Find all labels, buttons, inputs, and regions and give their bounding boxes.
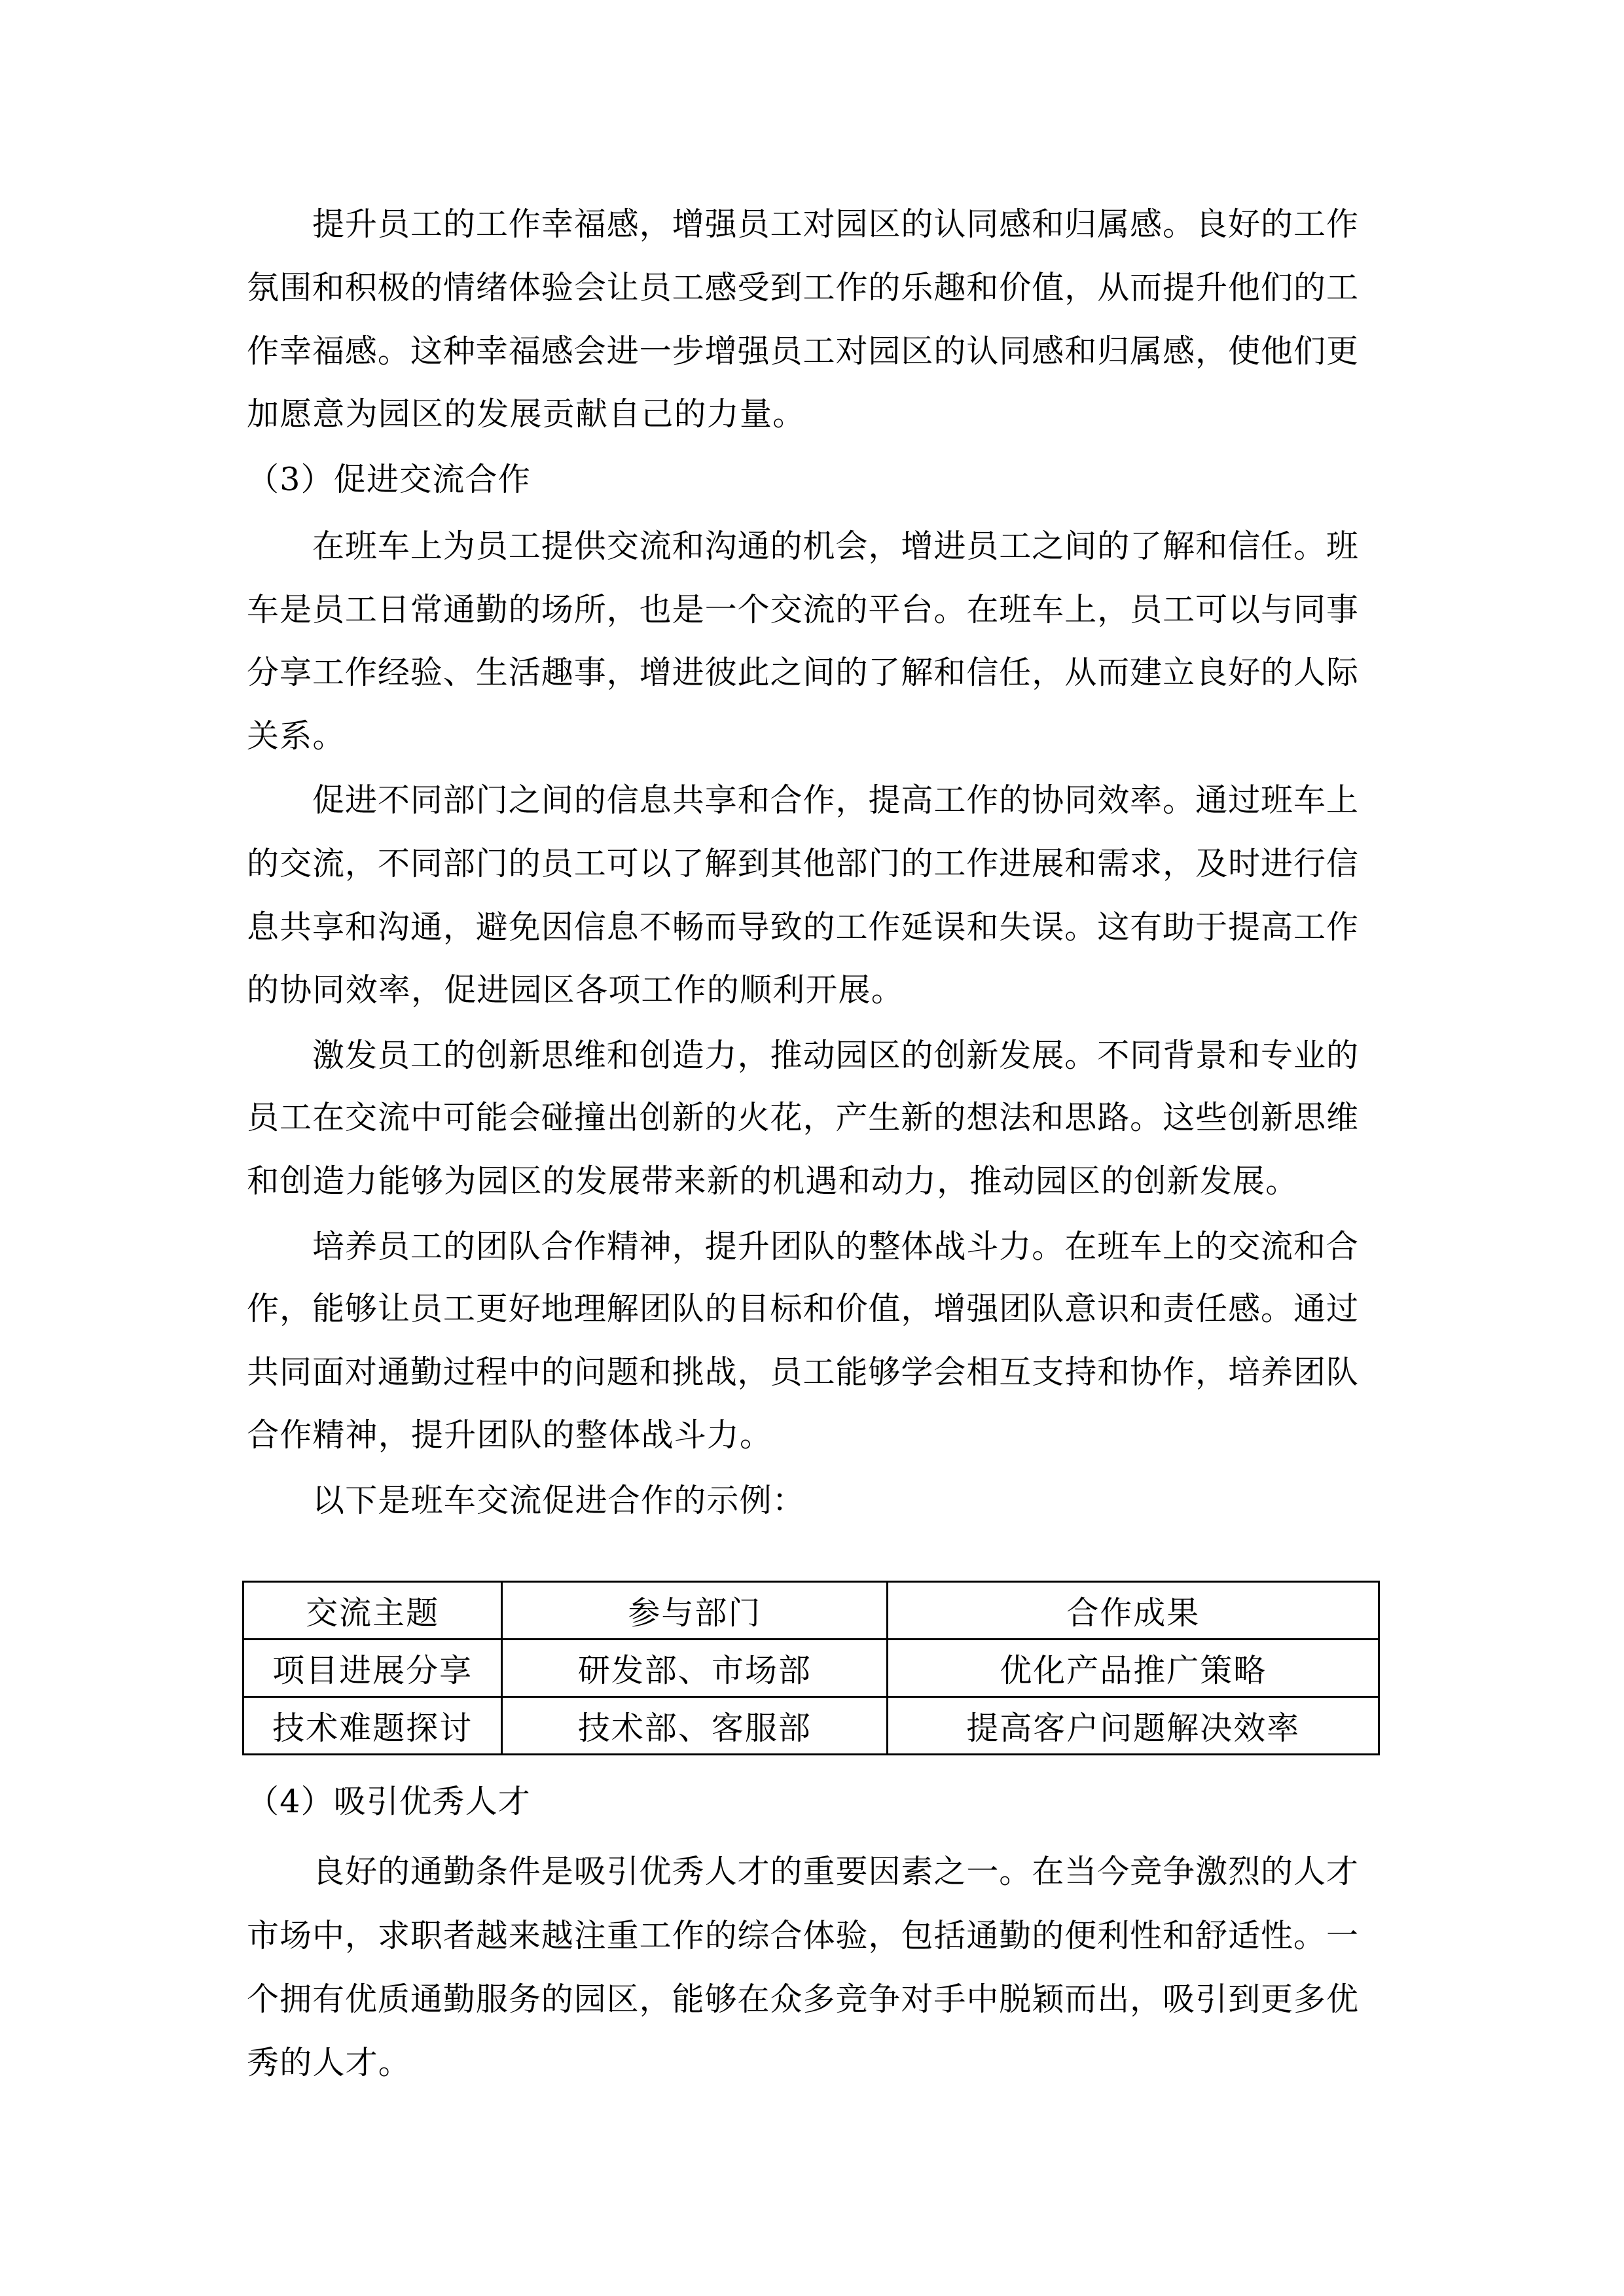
paragraph-line: 提升员工的工作幸福感，增强员工对园区的认同感和归属感。良好的工作	[312, 206, 1358, 243]
paragraph-line: 共同面对通勤过程中的问题和挑战，员工能够学会相互支持和协作，培养团队	[247, 1354, 1358, 1391]
table-row	[244, 1640, 1379, 1697]
table-intro: 以下是班车交流促进合作的示例：	[312, 1482, 806, 1519]
table-cell: 提高客户问题解决效率	[888, 1697, 1379, 1755]
table-cell: 优化产品推广策略	[888, 1640, 1379, 1697]
table-cell: 技术难题探讨	[244, 1697, 502, 1755]
paragraph-line: 氛围和积极的情绪体验会让员工感受到工作的乐趣和价值，从而提升他们的工	[247, 269, 1358, 306]
paragraph-line: 和创造力能够为园区的发展带来新的机遇和动力，推动园区的创新发展。	[247, 1162, 1299, 1200]
table-cell: 研发部、市场部	[502, 1640, 888, 1697]
paragraph-line: 良好的通勤条件是吸引优秀人才的重要因素之一。在当今竞争激烈的人才	[312, 1853, 1358, 1890]
paragraph-line: 市场中，求职者越来越注重工作的综合体验，包括通勤的便利性和舒适性。一	[247, 1917, 1358, 1954]
paragraph-line: 车是员工日常通勤的场所，也是一个交流的平台。在班车上，员工可以与同事	[247, 591, 1358, 628]
paragraph-line: 的协同效率，促进园区各项工作的顺利开展。	[247, 971, 905, 1009]
table-row	[244, 1697, 1379, 1755]
paragraph-line: 在班车上为员工提供交流和沟通的机会，增进员工之间的了解和信任。班	[312, 528, 1358, 565]
table-header-cell: 交流主题	[244, 1582, 502, 1640]
paragraph-line: 个拥有优质通勤服务的园区，能够在众多竞争对手中脱颖而出，吸引到更多优	[247, 1981, 1358, 2018]
paragraph-line: 分享工作经验、生活趣事，增进彼此之间的了解和信任，从而建立良好的人际	[247, 654, 1358, 691]
section-heading: （4）吸引优秀人才	[247, 1783, 531, 1820]
paragraph-line: 员工在交流中可能会碰撞出创新的火花，产生新的想法和思路。这些创新思维	[247, 1099, 1358, 1136]
table-header-row	[244, 1582, 1379, 1640]
section-heading: （3）促进交流合作	[247, 461, 531, 498]
paragraph-line: 作幸福感。这种幸福感会进一步增强员工对园区的认同感和归属感，使他们更	[247, 332, 1358, 370]
paragraph-line: 关系。	[247, 717, 346, 755]
table-cell: 技术部、客服部	[502, 1697, 888, 1755]
paragraph-line: 秀的人才。	[247, 2044, 412, 2081]
paragraph-line: 促进不同部门之间的信息共享和合作，提高工作的协同效率。通过班车上	[312, 781, 1358, 819]
table-header-cell: 合作成果	[888, 1582, 1379, 1640]
table-cell: 项目进展分享	[244, 1640, 502, 1697]
paragraph-line: 激发员工的创新思维和创造力，推动园区的创新发展。不同背景和专业的	[312, 1037, 1358, 1074]
paragraph-line: 合作精神，提升团队的整体战斗力。	[247, 1416, 773, 1454]
collaboration-examples-table	[242, 1581, 1380, 1755]
paragraph-line: 息共享和沟通，避免因信息不畅而导致的工作延误和失误。这有助于提高工作	[247, 908, 1358, 946]
paragraph-line: 培养员工的团队合作精神，提升团队的整体战斗力。在班车上的交流和合	[312, 1228, 1358, 1265]
table-header-cell: 参与部门	[502, 1582, 888, 1640]
paragraph-line: 加愿意为园区的发展贡献自己的力量。	[247, 395, 806, 433]
paragraph-line: 的交流，不同部门的员工可以了解到其他部门的工作进展和需求，及时进行信	[247, 845, 1358, 882]
paragraph-line: 作，能够让员工更好地理解团队的目标和价值，增强团队意识和责任感。通过	[247, 1290, 1358, 1327]
